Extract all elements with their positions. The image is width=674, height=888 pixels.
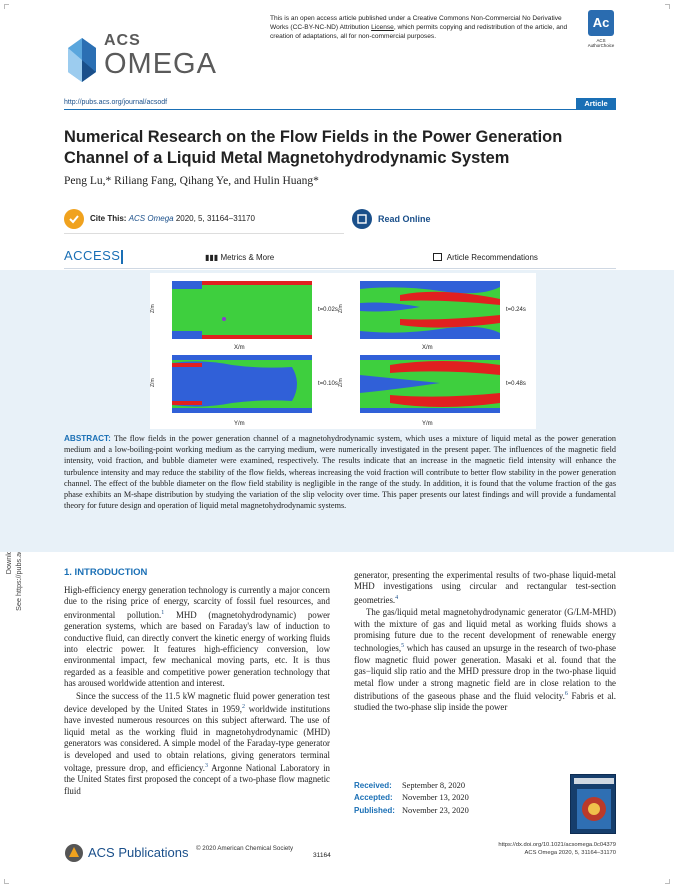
bar-chart-icon: ▮▮▮	[205, 253, 219, 262]
panel-4-ylabel: Z/m	[338, 378, 344, 387]
header-rule	[64, 109, 616, 110]
crop-mark	[4, 879, 9, 884]
cite-journal: ACS Omega	[128, 214, 174, 223]
panel-4-xlabel: Y/m	[422, 421, 433, 427]
recommendations-label: Article Recommendations	[446, 253, 538, 262]
panel-1-xlabel: X/m	[234, 345, 245, 351]
access-label: ACCESS	[64, 248, 121, 263]
panel-3-time: t=0.10s	[318, 381, 338, 387]
read-online-link[interactable]: Read Online	[378, 214, 431, 224]
recommendations-link[interactable]	[433, 253, 538, 262]
accepted-label: Accepted:	[354, 793, 393, 803]
cite-label: Cite This:	[90, 214, 127, 223]
text-run: generator, presenting the experimental results of two-phase liquid-metal MHD investigations using circular and rectangular test-section geometries.	[354, 570, 616, 605]
license-post: , which permits copying and redistribution of the article, and creation of adaptations, all for non-commercial purposes.	[270, 24, 568, 40]
body-column-left	[64, 585, 330, 798]
article-title: Numerical Research on the Flow Fields in the Power Generation Channel of a Liquid Metal Magnetohydrodynamic System	[64, 128, 563, 167]
acs-omega-logo[interactable]	[64, 30, 244, 85]
acs-authorchoice-badge[interactable]	[587, 10, 616, 48]
reference-link[interactable]: 3	[204, 763, 208, 770]
paragraph	[64, 585, 330, 690]
section-heading: 1. INTRODUCTION	[64, 567, 148, 578]
panel-1-ylabel: Z/m	[150, 304, 156, 313]
panel-3-ylabel: Z/m	[150, 378, 156, 387]
figure-panel-1	[172, 281, 312, 339]
abstract-text	[64, 433, 616, 511]
panel-2-ylabel: Z/m	[338, 304, 344, 313]
panel-1-time: t=0.02s	[318, 307, 338, 313]
metrics-label: Metrics & More	[220, 253, 275, 262]
text-run: which has caused an upsurge in the research of two-phase flow magnetic fluid power generation. Masaki et al. found that the gas−liquid slip ratio and the MHD pressure drop in the two-phase liquid metal flow under a strong magnetic field are in close relation to the distributions of the gaseous phase and the fluid velocity.	[354, 643, 616, 701]
cite-icon[interactable]	[64, 209, 84, 229]
published-row	[354, 805, 554, 817]
cite-this[interactable]	[90, 214, 255, 223]
read-online-icon[interactable]	[352, 209, 372, 229]
accepted-date: November 13, 2020	[402, 793, 469, 803]
acs-publications-icon	[64, 843, 84, 863]
doi-block	[470, 841, 616, 857]
text-run: Since the success of the 11.5 kW magnetic fluid power generation test device developed by the United States in 1959,	[64, 690, 330, 714]
cite-divider	[64, 233, 344, 234]
paragraph	[354, 570, 616, 606]
figure-panel-3	[172, 355, 312, 413]
abstract-body: The flow fields in the power generation channel of a magnetohydrodynamic system, which uses a mixture of liquid metal as the power generation medium and a low-boiling-point working medium as the carrying medium, were numerically investigated in the present paper. The influences of the magnetic field intensity, void fraction, and bubble diameter were examined, respectively. The results indicate that an increase in the magnetic field intensity will enhance the turbulence intensity and may reduce the stability of the flow fields, whereas increasing the void fraction will contribute to better flow stability in the power generation channel. The effect of the bubble diameter on the flow field stability is negligible in the range of the study. In addition, it is found that the volume fraction of the gas phase exhibits an M-shape distribution by studying the variation of the slip velocity over time. This paper presents our latest findings and will provide a fundamental theory for future design and operation of liquid metal magnetohydrodynamic systems.	[64, 434, 616, 511]
license-pre: This is an open access article published under a Creative Commons Non-Commercial No Derivative Works (CC-BY-NC-ND) Attribution	[270, 15, 562, 31]
article-type-badge: Article	[576, 98, 616, 110]
reference-link[interactable]: 5	[401, 643, 405, 650]
logo-text-omega: OMEGA	[104, 48, 217, 80]
reference-link[interactable]: 4	[395, 594, 399, 601]
access-separator	[121, 250, 123, 264]
accepted-row	[354, 792, 554, 804]
journal-citation: ACS Omega 2020, 5, 31164−31170	[524, 850, 616, 857]
figure-panel-4	[360, 355, 500, 413]
license-link[interactable]: License	[371, 24, 394, 31]
text-run: MHD (magnetohydrodynamic) power generation systems, which are based on Faraday's law of induction to conductive fluid, can directly convert the kinetic energy of working fluids into electric power. It features high-efficiency conversion, low environmental impact, few mechanical moving parts, etc. It is thus regarded as a feasible and competitive power generation technology that has aroused worldwide attention and interest.	[64, 609, 331, 689]
panel-4-time: t=0.48s	[506, 381, 526, 387]
logo-text-acs: ACS	[104, 32, 141, 49]
received-label: Received:	[354, 781, 392, 790]
crop-mark	[665, 4, 670, 9]
toc-figure	[150, 273, 536, 429]
figure-panel-2	[360, 281, 500, 339]
panel-3-xlabel: Y/m	[234, 421, 245, 427]
text-run: Argonne National Laboratory in the United States first proposed the concept of a two-phase flow magnetic fluid	[64, 763, 330, 796]
text-run: High-efficiency energy generation technology is currently a major concern due to the rising price of energy, scarcity of fossil fuel resources, and environmental pollution.	[64, 585, 330, 620]
abstract-label: ABSTRACT:	[64, 434, 111, 443]
panel-2-xlabel: X/m	[422, 345, 433, 351]
authorchoice-icon: Ac	[588, 10, 614, 36]
crop-mark	[4, 4, 9, 9]
crop-mark	[665, 879, 670, 884]
reference-link[interactable]: 1	[161, 609, 165, 616]
document-icon	[433, 253, 442, 261]
text-run: Fabris et al. studied the two-phase slip inside the power	[354, 690, 616, 713]
cite-ref: 2020, 5, 31164−31170	[173, 214, 255, 223]
paragraph	[354, 607, 616, 714]
author-list[interactable]: Peng Lu,* Riliang Fang, Qihang Ye, and Hulin Huang*	[64, 175, 319, 187]
reference-link[interactable]: 2	[242, 704, 246, 711]
publication-dates	[354, 780, 554, 817]
journal-cover-thumbnail[interactable]	[570, 774, 616, 834]
page-number: 31164	[313, 852, 331, 859]
journal-url[interactable]: http://pubs.acs.org/journal/acsodf	[64, 99, 168, 106]
published-date: November 23, 2020	[402, 805, 469, 815]
received-date: September 8, 2020	[402, 781, 466, 790]
panel-2-time: t=0.24s	[506, 307, 526, 313]
text-run: worldwide institutions have invested numerous resources on this subject afterward. The use of liquid metal as the working fluid in magnetohydrodynamic (MHD) generators was considered. A simple model of the Faraday-type generator is developed and used to obtain relations, giving generators terminal voltage, pressure drop, and efficiency.	[64, 704, 330, 773]
metrics-link[interactable]	[205, 253, 274, 262]
flow-field-figure	[150, 273, 536, 429]
text-run: The gas/liquid metal magnetohydrodynamic generator (G/LM-MHD) with the mixture of gas and liquid metal as working fluids shows a promising future due to the recent development of renewable energy technologies,	[354, 607, 616, 654]
publisher-name: ACS Publications	[88, 845, 189, 860]
paragraph	[64, 691, 330, 798]
received-row	[354, 780, 554, 792]
acs-publications-logo[interactable]	[64, 843, 214, 865]
published-label: Published:	[354, 805, 395, 815]
copyright-notice: © 2020 American Chemical Society	[196, 845, 294, 852]
doi-link[interactable]: https://dx.doi.org/10.1021/acsomega.0c04379	[498, 842, 616, 848]
authorchoice-label: ACS AuthorChoice	[587, 38, 615, 48]
body-column-right	[354, 570, 616, 715]
license-notice	[270, 14, 570, 41]
reference-link[interactable]: 6	[564, 691, 568, 697]
